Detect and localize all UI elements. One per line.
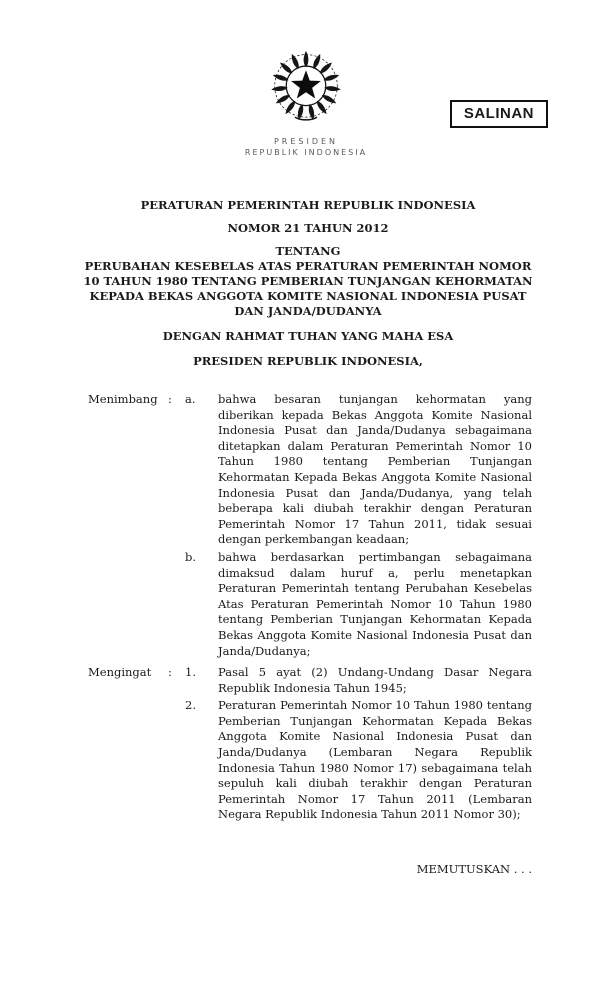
menimbang-marker-a: a.	[185, 392, 196, 406]
letterhead-line-presiden: PRESIDEN	[273, 137, 339, 146]
menimbang-item-b	[88, 550, 532, 659]
salinan-stamp	[450, 100, 548, 128]
menimbang-label: Menimbang	[88, 392, 158, 406]
mengingat-label: Mengingat	[88, 665, 152, 680]
title-number: NOMOR 21 TAHUN 2012	[227, 221, 389, 235]
continuation-catchword: MEMUTUSKAN . . .	[416, 862, 532, 876]
title-invocation: DENGAN RAHMAT TUHAN YANG MAHA ESA	[162, 329, 454, 343]
menimbang-colon: :	[168, 392, 172, 406]
mengingat-item-2	[88, 698, 532, 823]
menimbang-text-a: bahwa besaran tunjangan kehormatan yang diberikan kepada Bekas Anggota Komite Nasional Indonesia Pusat dan Janda/Dudanya sebagaimana ditetapkan dalam Peraturan Pemerintah Nomor 10 Tahun 1980 tentang Pemberian Tunjangan Kehormatan Kepada Bekas Anggota Komite Nasional Indonesia Pusat dan Janda/Dudanya, yang telah beberapa kali diubah terakhir dengan Peraturan Pemerintah Nomor 17 Tahun 2011, tidak sesuai dengan perkembangan keadaan;	[218, 392, 532, 547]
mengingat-text-1: Pasal 5 ayat (2) Undang-Undang Dasar Negara Republik Indonesia Tahun 1945;	[218, 665, 532, 695]
menimbang-item-a	[88, 392, 532, 548]
title-subject: PERUBAHAN KESEBELAS ATAS PERATURAN PEMERINTAH NOMOR 10 TAHUN 1980 TENTANG PEMBERIAN TUNJANGAN KEHORMATAN KEPADA BEKAS ANGGOTA KOMITE NASIONAL INDONESIA PUSAT DAN JANDA/DUDANYA	[83, 259, 533, 318]
title-regulation: PERATURAN PEMERINTAH REPUBLIK INDONESIA	[140, 198, 476, 212]
salinan-stamp-label: SALINAN	[463, 105, 534, 122]
document-title-block	[82, 198, 534, 369]
title-tentang: TENTANG	[275, 244, 341, 258]
letterhead-text	[0, 136, 612, 158]
mengingat-marker-2: 2.	[185, 698, 196, 713]
title-president: PRESIDEN REPUBLIK INDONESIA,	[193, 354, 423, 368]
document-body	[88, 392, 532, 825]
mengingat-marker-1: 1.	[185, 665, 196, 680]
menimbang-text-b: bahwa berdasarkan pertimbangan sebagaimana dimaksud dalam huruf a, perlu menetapkan Peraturan Pemerintah tentang Perubahan Kesebelas Atas Peraturan Pemerintah Nomor 10 Tahun 1980 tentang Pemberian Tunjangan Kehormatan Kepada Bekas Anggota Komite Nasional Indonesia Pusat dan Janda/Dudanya;	[218, 549, 532, 658]
presidential-seal-icon	[260, 38, 352, 130]
mengingat-colon: :	[168, 665, 172, 680]
menimbang-marker-b: b.	[185, 549, 197, 564]
mengingat-text-2: Peraturan Pemerintah Nomor 10 Tahun 1980 tentang Pemberian Tunjangan Kehormatan Kepada Bekas Anggota Komite Nasional Indonesia Pusat dan Janda/Dudanya (Lembaran Negara Republik Indonesia Tahun 1980 Nomor 17) sebagaimana telah sepuluh kali diubah terakhir dengan Peraturan Pemerintah Nomor 17 Tahun 2011 (Lembaran Negara Republik Indonesia Tahun 2011 Nomor 30);	[218, 698, 532, 822]
letterhead-line-republik: REPUBLIK INDONESIA	[244, 148, 368, 157]
mengingat-item-1	[88, 665, 532, 696]
